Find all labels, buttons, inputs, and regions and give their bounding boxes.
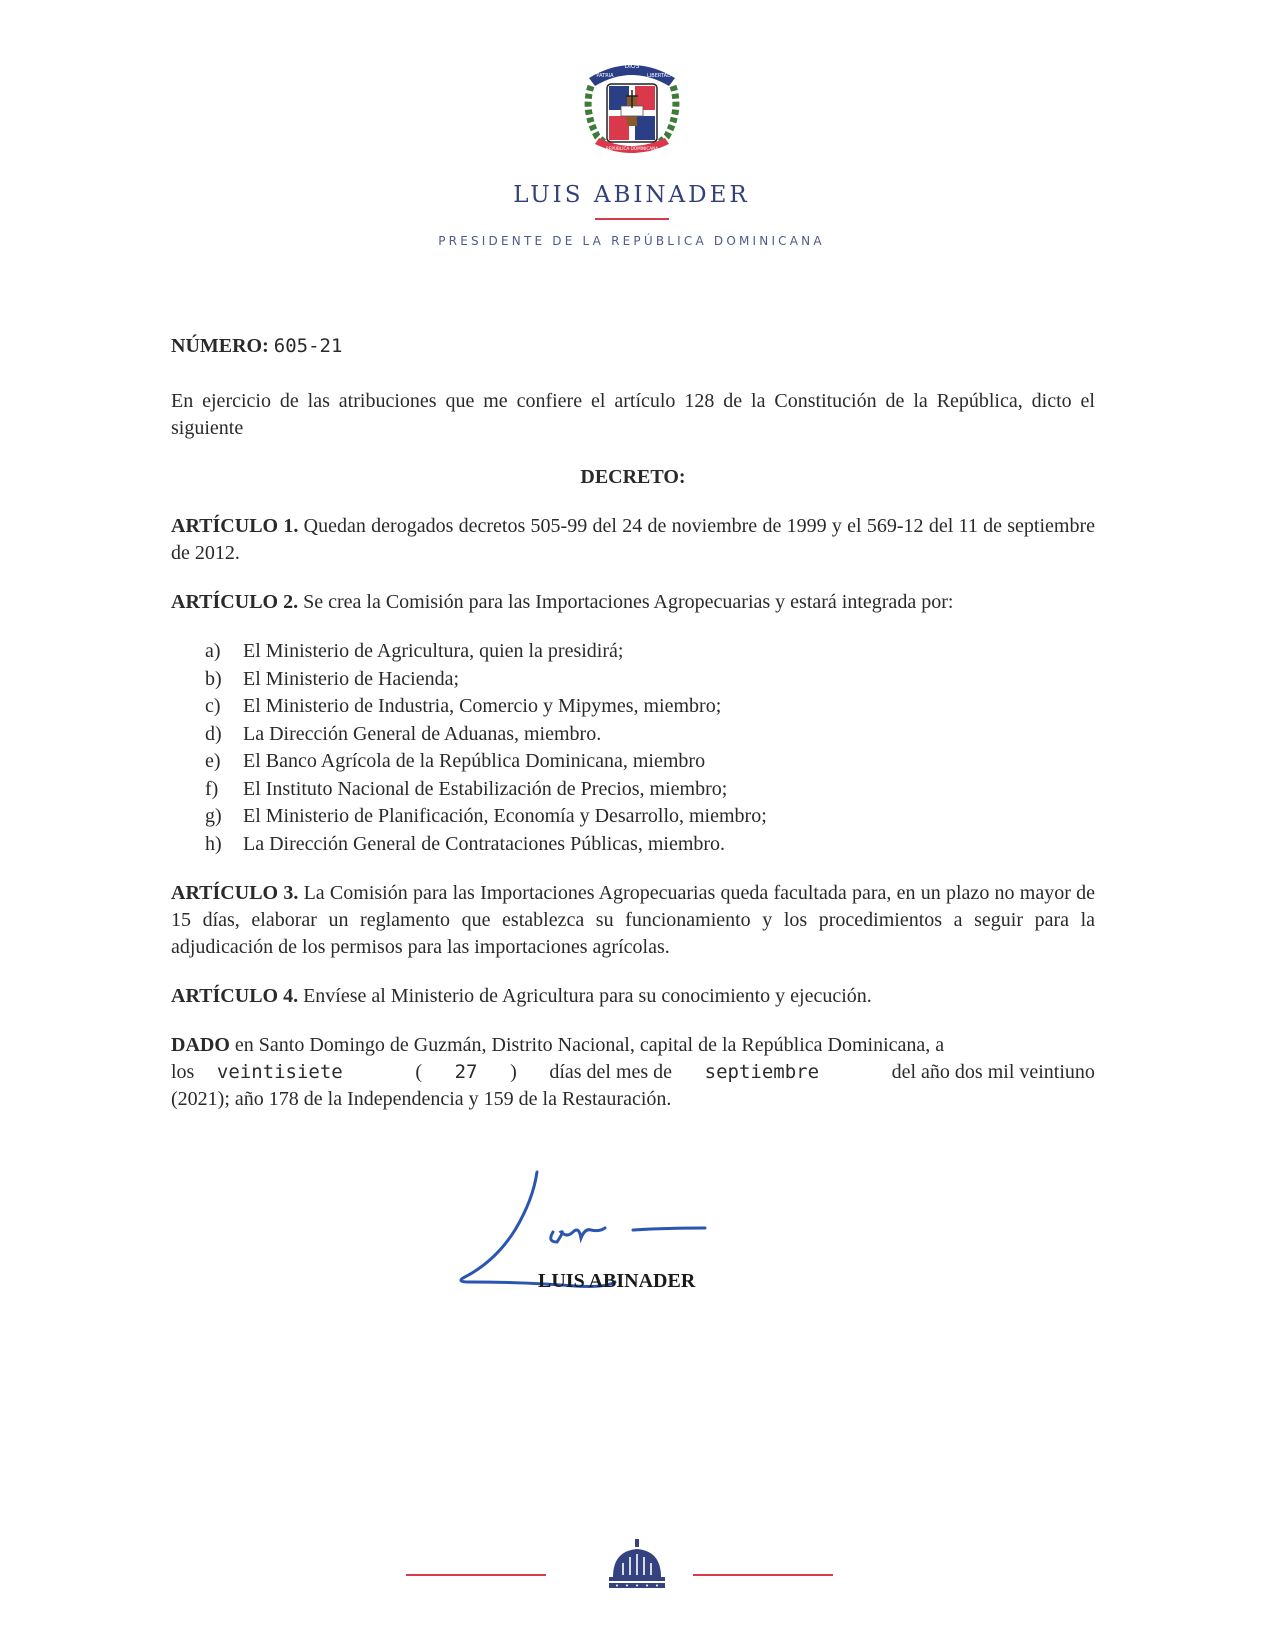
article-2-text: Se crea la Comisión para las Importaciones Agropecuarias y estará integrada por: bbox=[303, 591, 954, 613]
letterhead-subtitle: PRESIDENTE DE LA REPÚBLICA DOMINICANA bbox=[438, 234, 825, 248]
list-item: a) El Ministerio de Agricultura, quien la presidirá; bbox=[205, 640, 624, 662]
commission-members-list bbox=[205, 638, 1095, 858]
decree-body bbox=[171, 333, 1095, 1113]
footer-rule-left bbox=[406, 1574, 546, 1576]
day-number: 27 bbox=[454, 1061, 478, 1083]
article-3-text: La Comisión para las Importaciones Agropecuarias queda facultada para, en un plazo no mayor de 15 días, elaborar un reglamento que establezca su funcionamiento y los procedimientos a seguir para la adjudicación de los permisos para las importaciones agrícolas. bbox=[171, 882, 1096, 958]
list-item: c) El Ministerio de Industria, Comercio y Mipymes, miembro; bbox=[205, 695, 722, 717]
article-1-label: ARTÍCULO 1. bbox=[171, 515, 299, 537]
day-words: veintisiete bbox=[216, 1061, 343, 1083]
coat-of-arms-icon bbox=[577, 50, 687, 160]
list-item: g) El Ministerio de Planificación, Economía y Desarrollo, miembro; bbox=[205, 805, 767, 827]
dado-line-1: DADO en Santo Domingo de Guzmán, Distrito Nacional, capital de la República Dominicana, a bbox=[171, 1034, 945, 1056]
list-item: h) La Dirección General de Contrataciones Públicas, miembro. bbox=[205, 832, 726, 855]
footer-rule-right bbox=[693, 1574, 833, 1576]
decree-number-value: 605-21 bbox=[273, 335, 343, 357]
svg-text:PATRIA: PATRIA bbox=[595, 73, 614, 79]
letterhead-name: LUIS ABINADER bbox=[513, 182, 750, 208]
list-item: f) El Instituto Nacional de Estabilización de Precios, miembro; bbox=[205, 777, 728, 800]
signatory-name: LUIS ABINADER bbox=[538, 1270, 696, 1292]
svg-text:DIOS: DIOS bbox=[624, 63, 639, 70]
article-4-label: ARTÍCULO 4. bbox=[171, 985, 299, 1007]
decree-number bbox=[171, 333, 1095, 360]
dado-label: DADO bbox=[171, 1034, 230, 1056]
decree-heading: DECRETO: bbox=[580, 466, 686, 488]
article-1 bbox=[171, 513, 1095, 567]
article-2-label: ARTÍCULO 2. bbox=[171, 591, 299, 613]
month: septiembre bbox=[704, 1061, 820, 1083]
article-2 bbox=[171, 589, 1095, 616]
list-item: b) El Ministerio de Hacienda; bbox=[205, 667, 460, 690]
list-item: d) La Dirección General de Aduanas, miembro. bbox=[205, 722, 602, 745]
palace-dome-icon bbox=[605, 1537, 669, 1593]
letterhead-divider bbox=[595, 218, 669, 220]
article-1-text: Quedan derogados decretos 505-99 del 24 de noviembre de 1999 y el 569-12 del 11 de septiembre de 2012. bbox=[171, 515, 1096, 564]
letterhead bbox=[0, 50, 1263, 248]
article-4 bbox=[171, 983, 1095, 1010]
decree-number-label: NÚMERO: bbox=[171, 335, 269, 357]
intro-paragraph: En ejercicio de las atribuciones que me confiere el artículo 128 de la Constitución de la República, dicto el siguiente bbox=[171, 390, 1095, 439]
dado-paragraph bbox=[171, 1032, 1095, 1113]
svg-text:LIBERTAD: LIBERTAD bbox=[646, 73, 671, 79]
svg-text:REPÚBLICA DOMINICANA: REPÚBLICA DOMINICANA bbox=[605, 146, 658, 151]
article-4-text: Envíese al Ministerio de Agricultura para su conocimiento y ejecución. bbox=[303, 985, 872, 1007]
dado-line-3: (2021); año 178 de la Independencia y 159 de la Restauración. bbox=[171, 1088, 672, 1110]
article-3-label: ARTÍCULO 3. bbox=[171, 882, 299, 904]
article-3 bbox=[171, 880, 1095, 961]
dado-line-2: los veintisiete ( 27 ) días del mes de septiembre del año dos mil veintiuno bbox=[171, 1059, 1095, 1086]
footer bbox=[0, 1537, 1263, 1597]
list-item: e) El Banco Agrícola de la República Dominicana, miembro bbox=[205, 750, 706, 772]
